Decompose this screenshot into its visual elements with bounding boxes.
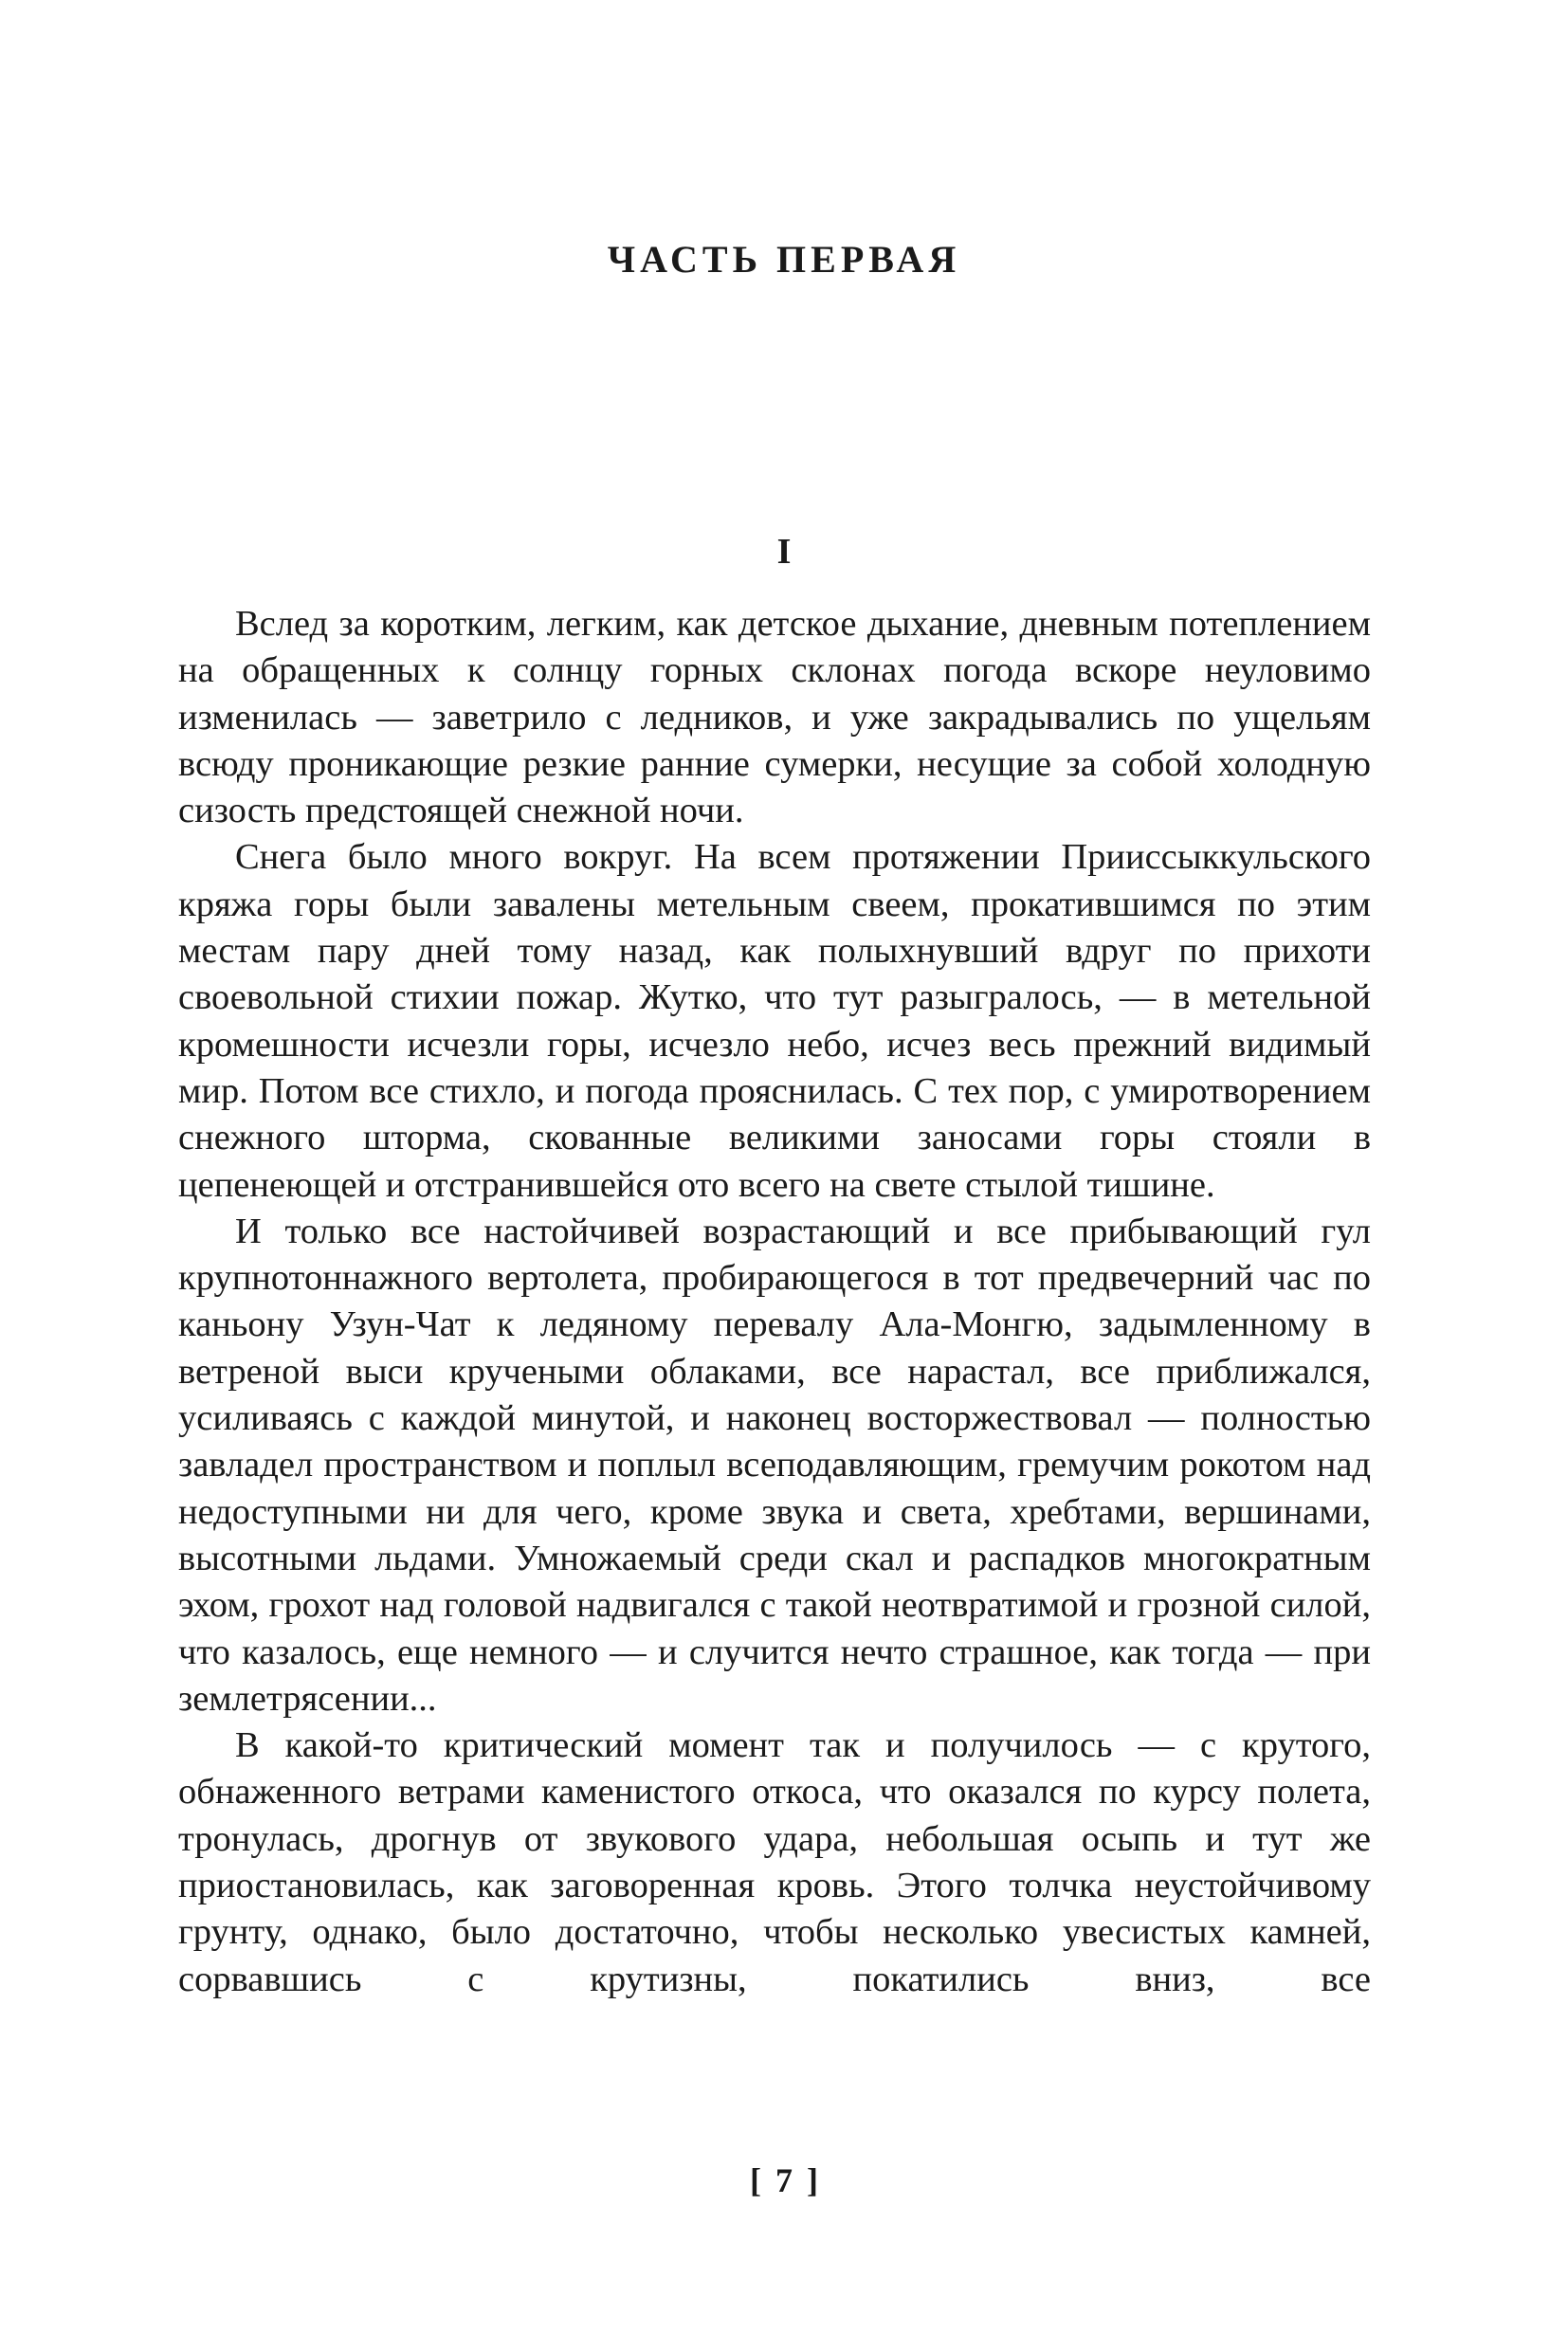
chapter-number: I: [776, 532, 792, 572]
paragraph: Снега было много вокруг. На всем протяжении Приисcыккульского кряжа горы были завалены метельным свеем, прокатившимся по этим местам пару дней тому назад, как полыхнувший вдруг по прихоти своевольной стихии пожар. Жутко, что тут разыгралось, — в метельной кромешности исчезли горы, исчезло небо, исчез весь прежний видимый мир. Потом все стихло, и погода прояснилась. С тех пор, с умиротворением снежного шторма, скованные великими заносами горы стояли в цепенеющей и отстранившейся ото всего на свете стылой тишине.: [178, 837, 1371, 1205]
paragraph: И только все настойчивей возрастающий и все прибывающий гул крупнотоннажного вертолета, пробирающегося в тот предвечерний час по каньону Узун-Чат к ледяному перевалу Ала-Монгю, задымленному в ветреной выси кручеными облаками, все нарастал, все приближался, усиливаясь с каждой минутой, и наконец восторжествовал — полностью завладел пространством и поплыл всеподавляющим, гремучим рокотом над недоступными ни для чего, кроме звука и света, хребтами, вершинами, высотными льдами. Умножаемый среди скал и распадков многократным эхом, грохот над головой надвигался с такой неотвратимой и грозной силой, что казалось, еще немного — и случится нечто страшное, как тогда — при землетрясении...: [178, 1211, 1371, 1719]
paragraph: Вслед за коротким, легким, как детское дыхание, дневным потеплением на обращенных к солнцу горных склонах погода вскоре неуловимо изменилась — заветрило с ледников, и уже закрадывались по ущельям всюду проникающие резкие ранние сумерки, несущие за собой холодную сизость предстоящей снежной ночи.: [178, 604, 1371, 831]
chapter-body: [178, 601, 1371, 2003]
page-number: [ 7 ]: [750, 2161, 818, 2199]
part-title: ЧАСТЬ ПЕРВАЯ: [607, 238, 961, 281]
paragraph: В какой-то критический момент так и получилось — с крутого, обнаженного ветрами каменистого откоса, что оказался по курсу полета, тронулась, дрогнув от звукового удара, небольшая осыпь и тут же приостановилась, как заговоренная кровь. Этого толчка неустойчивому грунту, однако, было достаточно, чтобы несколько увесистых камней, сорвавшись с крутизны, покатились вниз, все: [178, 1725, 1371, 1999]
